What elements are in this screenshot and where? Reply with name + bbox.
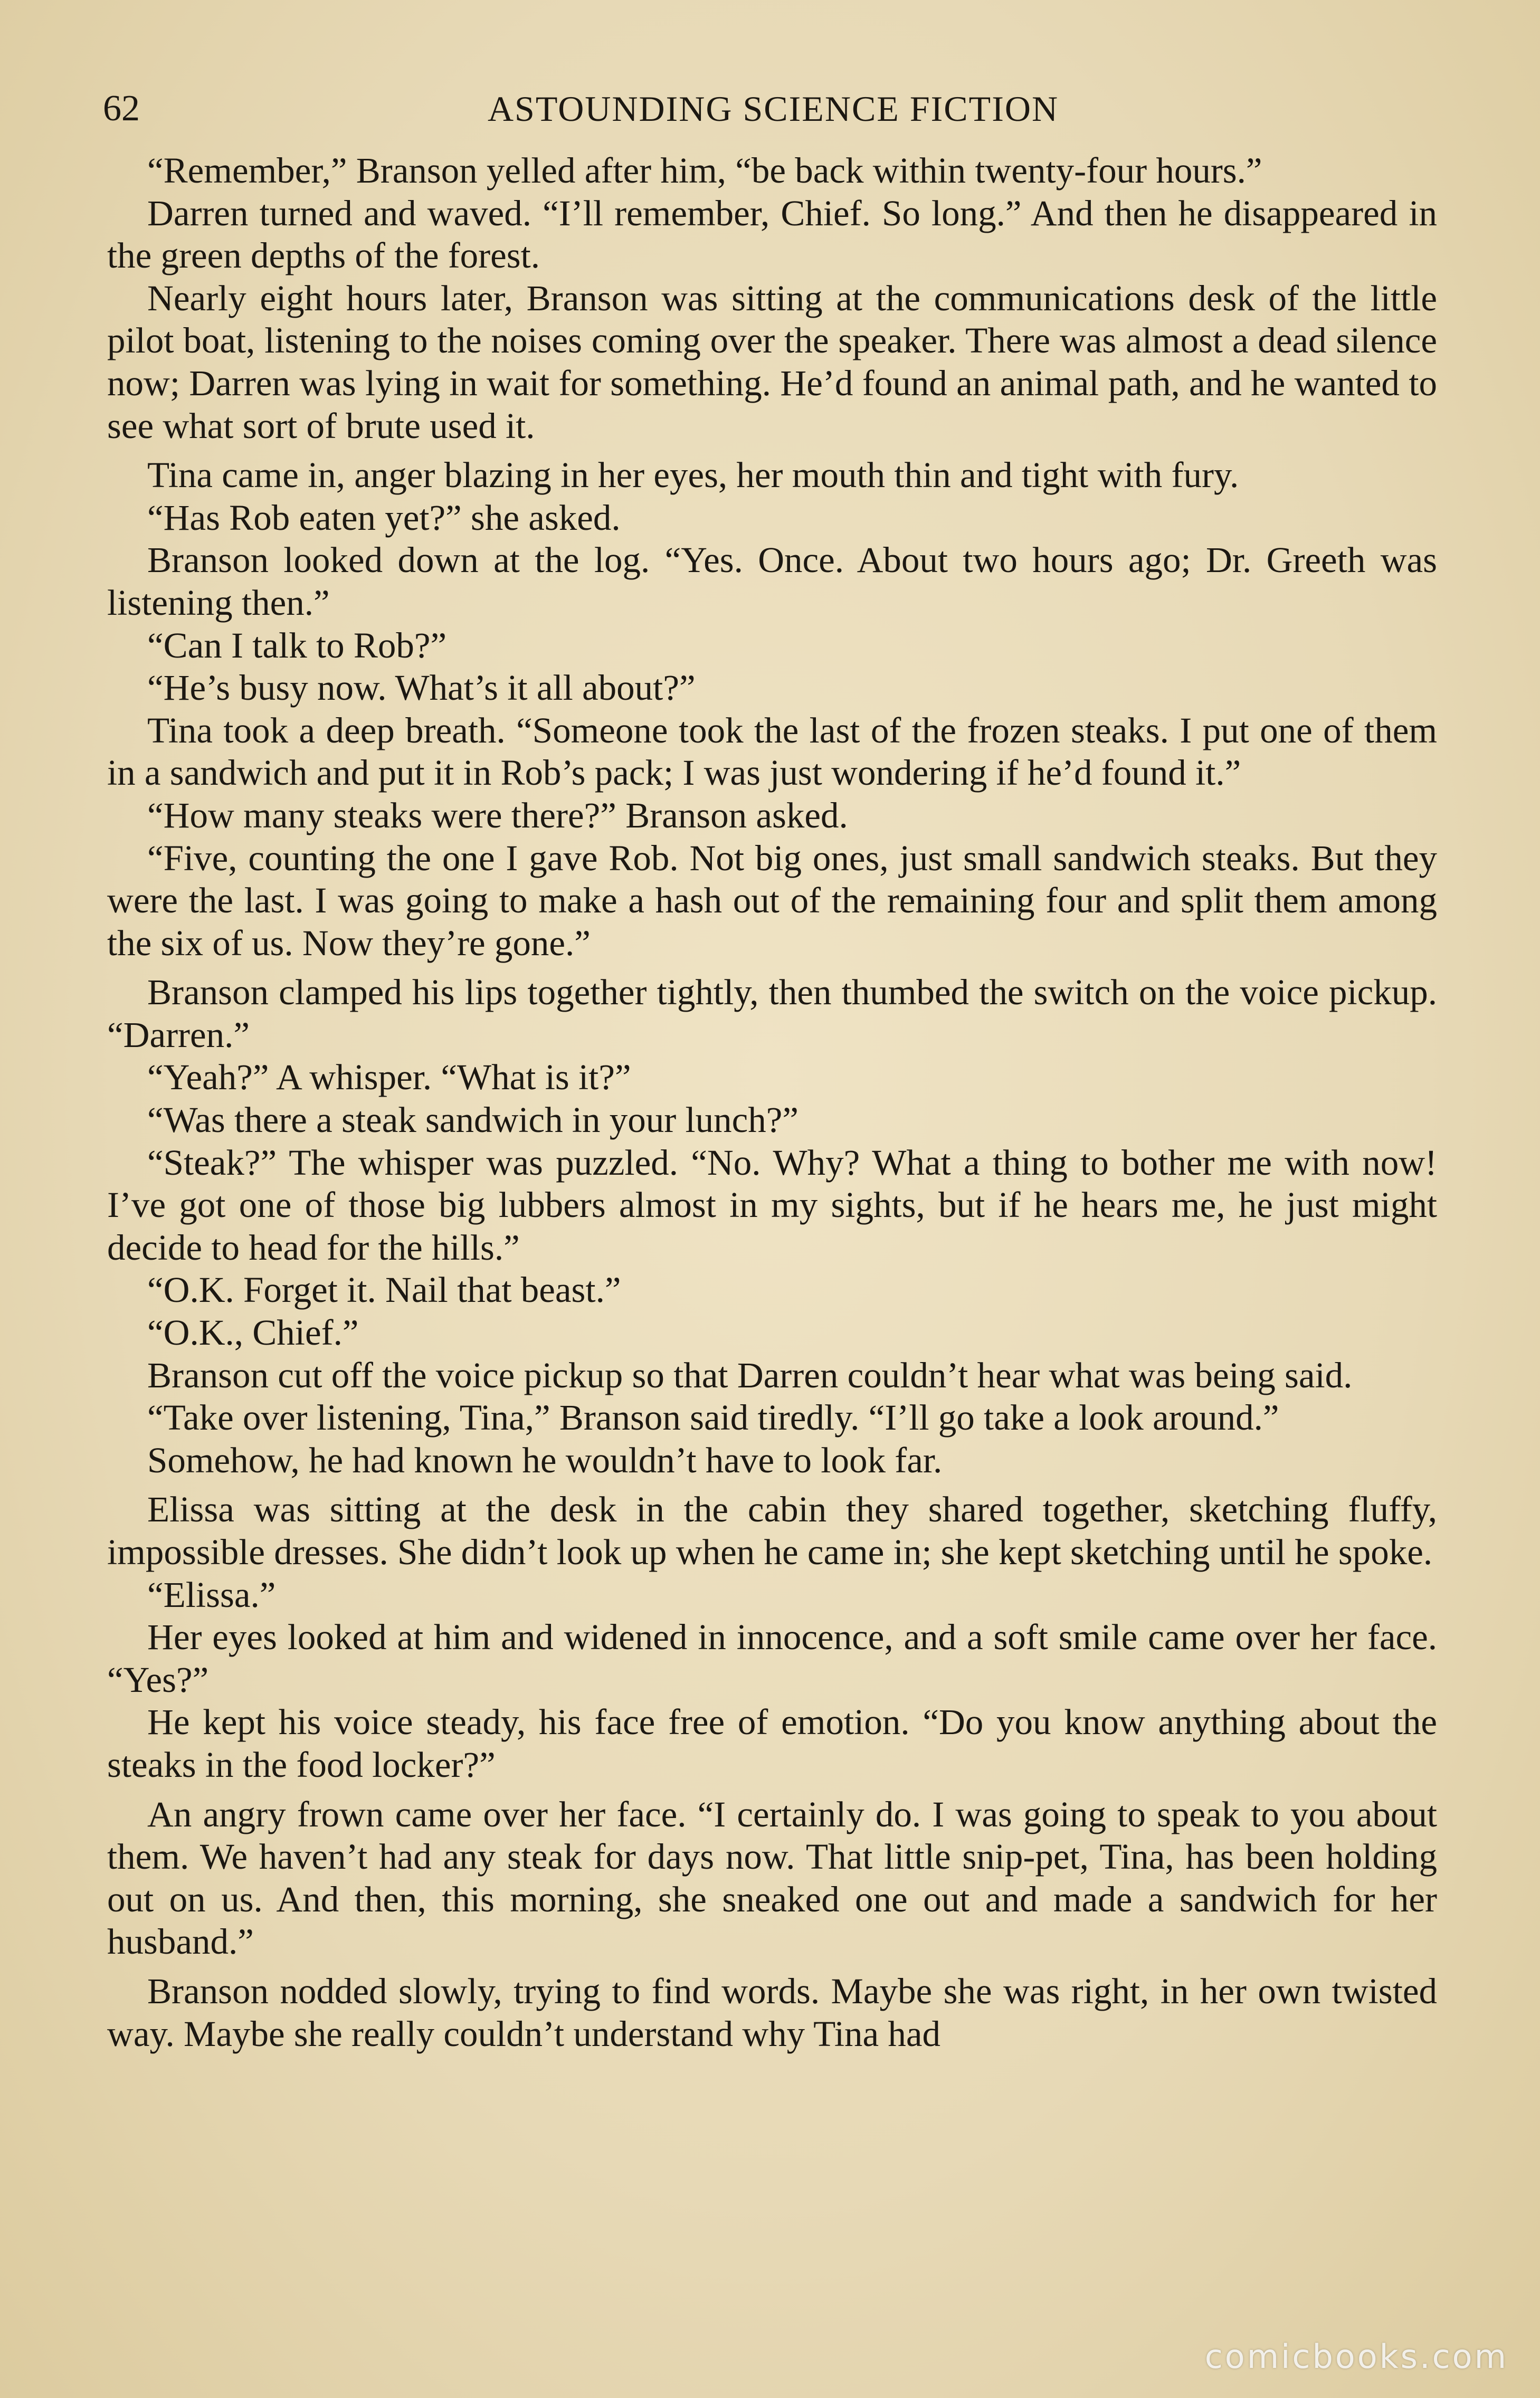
paragraph: “Steak?” The whisper was puzzled. “No. Why? What a thing to bother me with now! I’ve got one of those big lubbers almost in my sights, but if he hears me, he just might decide to head for the hills.”	[107, 1142, 1437, 1268]
paragraph: “Has Rob eaten yet?” she asked.	[147, 497, 621, 538]
paragraph: “He’s busy now. What’s it all about?”	[147, 668, 696, 708]
paragraph: An angry frown came over her face. “I certainly do. I was going to speak to you about them. We haven’t had any steak for days now. That little snip-pet, Tina, has been holding out on us. And then, this morning, she sneaked one out and made a sandwich for her husband.”	[107, 1794, 1437, 1962]
paragraph: “Remember,” Branson yelled after him, “be back within twenty-four hours.”	[147, 150, 1262, 191]
paragraph: “O.K. Forget it. Nail that beast.”	[147, 1270, 621, 1310]
paragraph: Branson cut off the voice pickup so that Darren couldn’t hear what was being said.	[147, 1355, 1353, 1395]
body-text	[107, 149, 1437, 2055]
paragraph: Nearly eight hours later, Branson was sitting at the communications desk of the little pilot boat, listening to the noises coming over the speaker. There was almost a dead silence now; Darren was lying in wait for something. He’d found an animal path, and he wanted to see what sort of brute used it.	[107, 278, 1437, 446]
paragraph: Elissa was sitting at the desk in the cabin they shared together, sketching fluffy, impossible dresses. She didn’t look up when he came in; she kept sketching until he spoke.	[107, 1489, 1437, 1572]
paragraph: Darren turned and waved. “I’ll remember, Chief. So long.” And then he disappeared in the green depths of the forest.	[107, 193, 1437, 276]
paragraph: Tina came in, anger blazing in her eyes, her mouth thin and tight with fury.	[147, 455, 1239, 496]
paragraph: “Can I talk to Rob?”	[147, 625, 447, 665]
running-title: ASTOUNDING SCIENCE FICTION	[487, 89, 1059, 129]
paragraph: “Yeah?” A whisper. “What is it?”	[147, 1057, 631, 1098]
paragraph: “O.K., Chief.”	[147, 1312, 359, 1353]
paragraph: Branson clamped his lips together tightly, then thumbed the switch on the voice pickup. “Darren.”	[107, 972, 1437, 1055]
paragraph: Somehow, he had known he wouldn’t have to look far.	[147, 1440, 943, 1480]
page-number: 62	[103, 88, 140, 129]
paragraph: “Was there a steak sandwich in your lunch?”	[147, 1100, 799, 1140]
paragraph: Tina took a deep breath. “Someone took the last of the frozen steaks. I put one of them in a sandwich and put it in Rob’s pack; I was just wondering if he’d found it.”	[107, 710, 1437, 793]
paragraph: “Five, counting the one I gave Rob. Not big ones, just small sandwich steaks. But they were the last. I was going to make a hash out of the remaining four and split them among the six of us. Now they’re gone.”	[107, 838, 1437, 963]
watermark-logo: comicbooks.com	[1204, 2337, 1508, 2376]
paragraph: “Take over listening, Tina,” Branson said tiredly. “I’ll go take a look around.”	[147, 1397, 1279, 1438]
paragraph: Her eyes looked at him and widened in innocence, and a soft smile came over her face. “Yes?”	[107, 1617, 1437, 1700]
paragraph: He kept his voice steady, his face free of emotion. “Do you know anything about the steaks in the food locker?”	[107, 1702, 1437, 1785]
page-header	[103, 84, 1443, 133]
paragraph: “How many steaks were there?” Branson asked.	[147, 795, 848, 835]
paragraph: “Elissa.”	[147, 1574, 276, 1615]
paragraph: Branson nodded slowly, trying to find words. Maybe she was right, in her own twisted way. Maybe she really couldn’t understand why Tina had	[107, 1971, 1437, 2054]
paragraph: Branson looked down at the log. “Yes. Once. About two hours ago; Dr. Greeth was listening then.”	[107, 540, 1437, 623]
